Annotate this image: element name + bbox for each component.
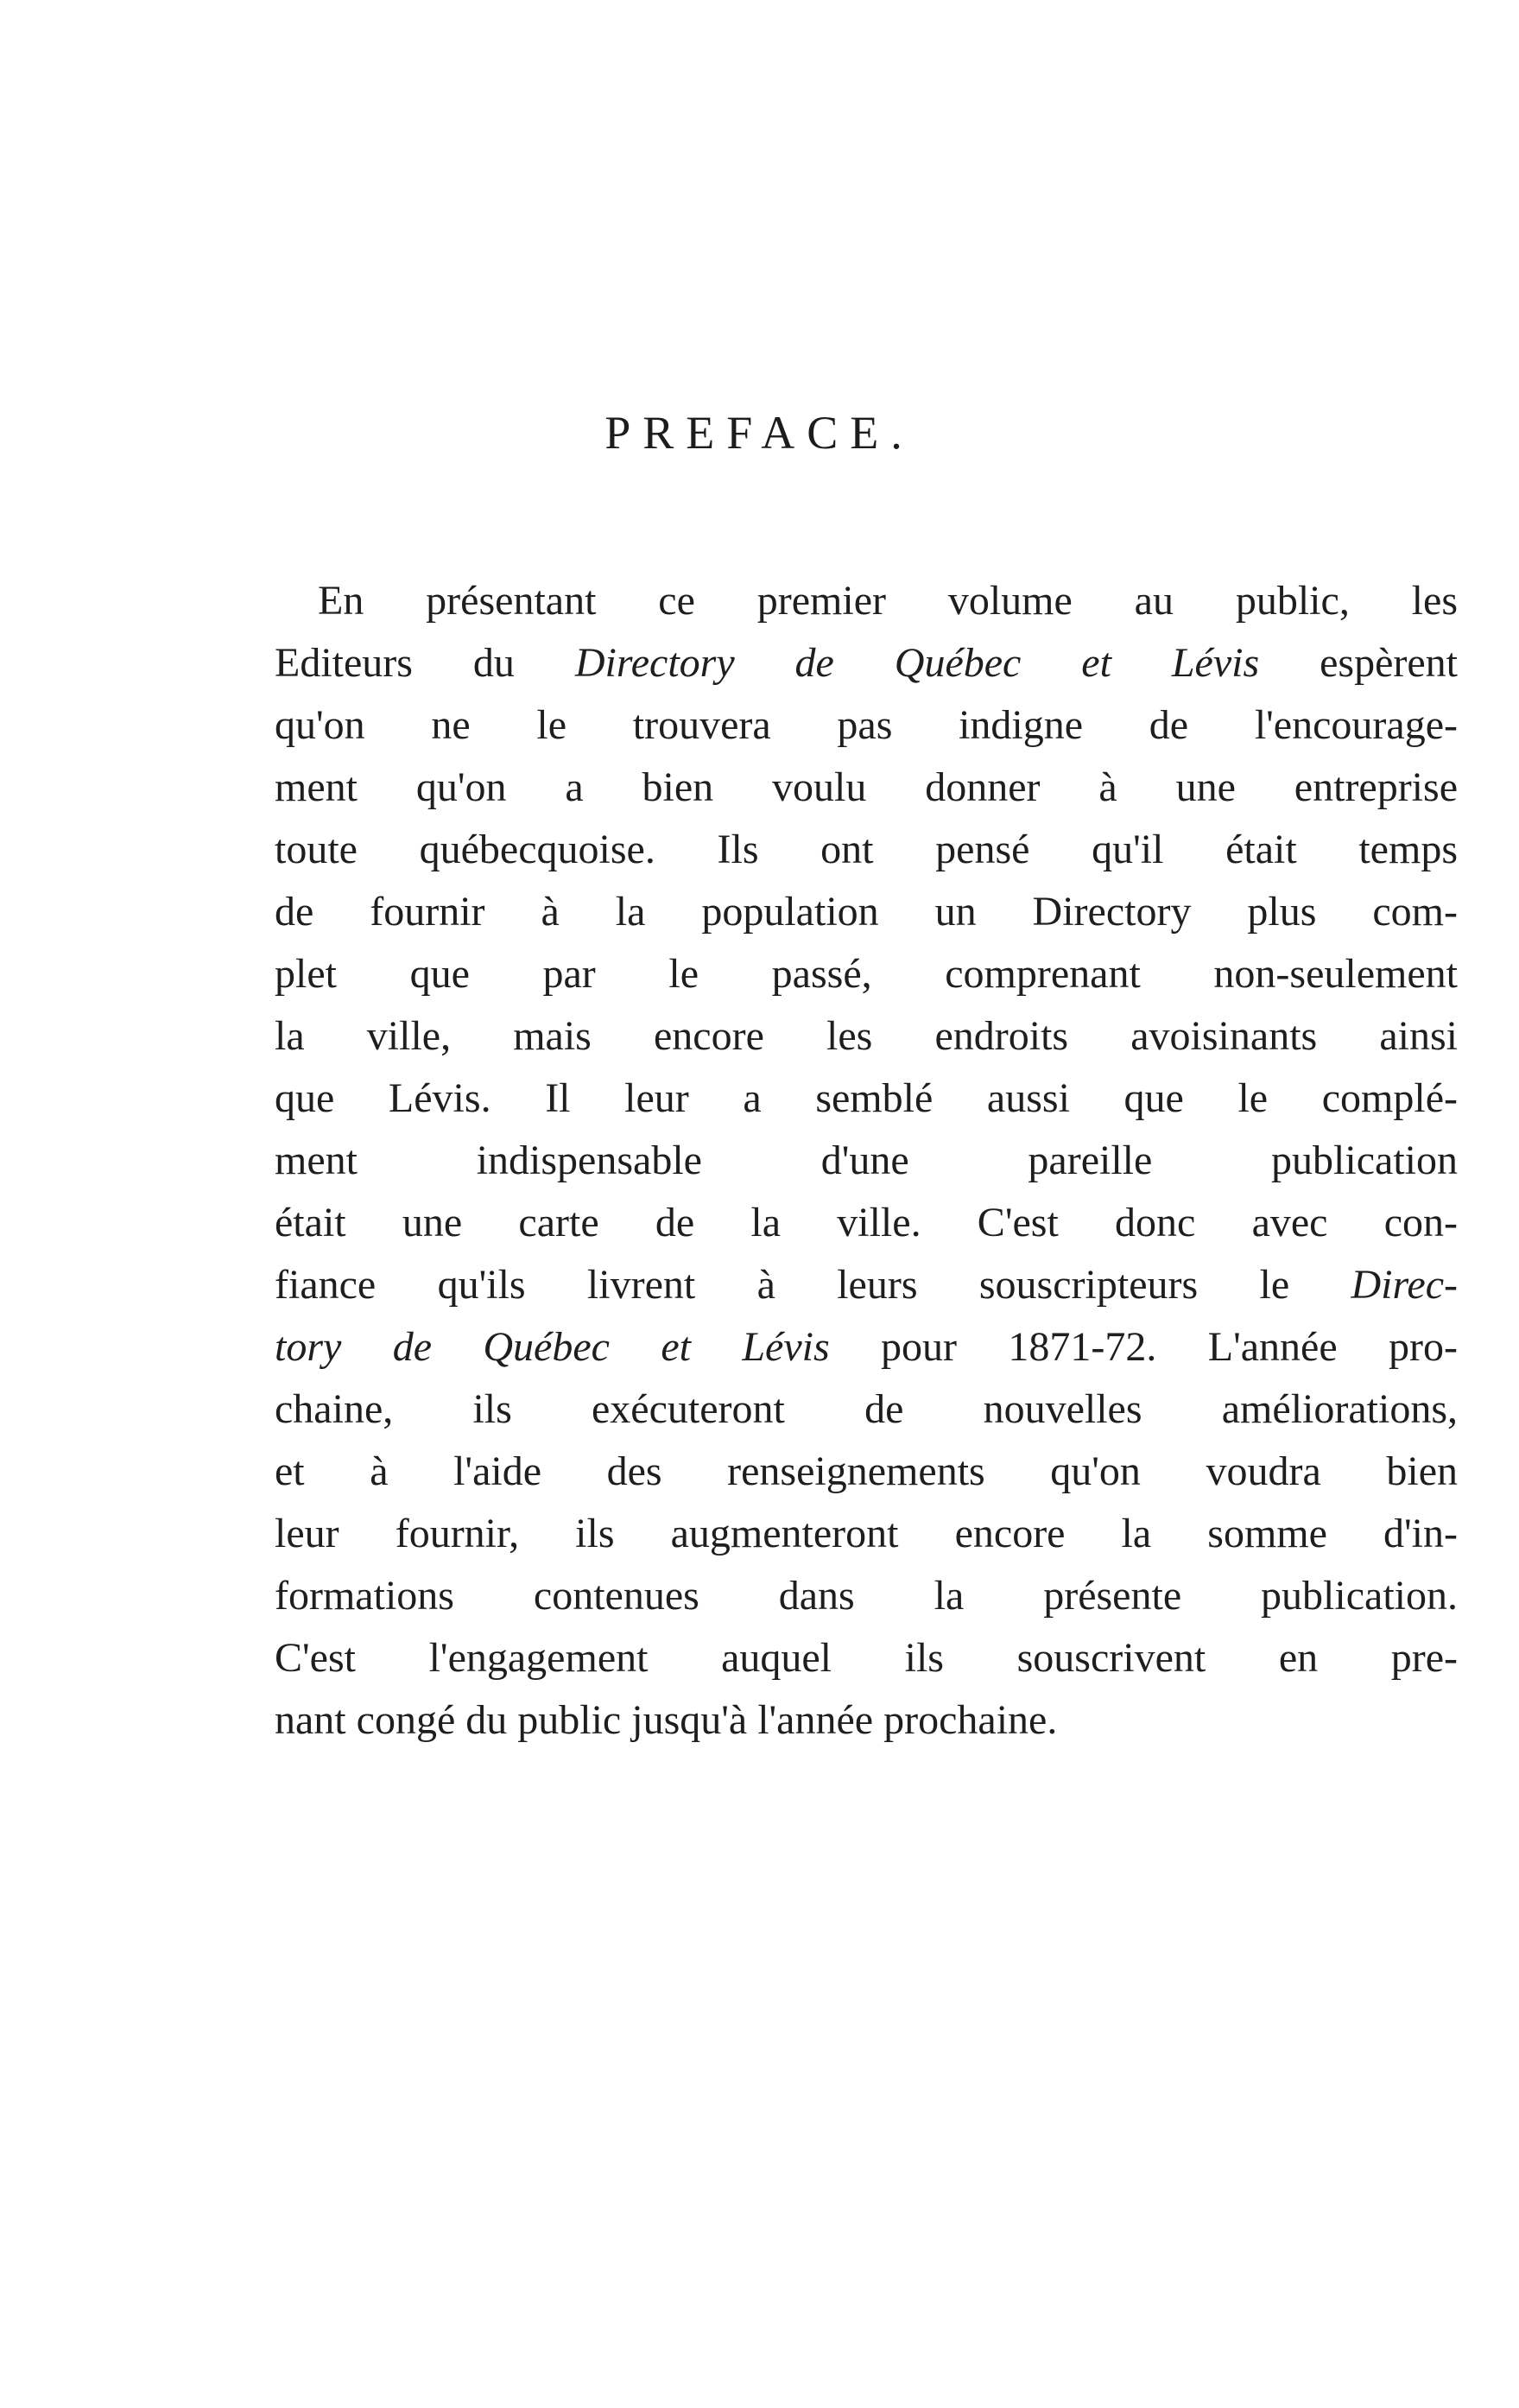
- text-line: [275, 694, 1458, 757]
- text-line: [275, 881, 1458, 943]
- text-line: [275, 943, 1458, 1005]
- text-segment: ment indispensable d'une pareille publication: [275, 1137, 1458, 1183]
- text-segment: C'est l'engagement auquel ils souscrivent en pre-: [275, 1635, 1458, 1681]
- text-segment: de fournir à la population un Directory plus com-: [275, 889, 1458, 935]
- text-segment: fiance qu'ils livrent à leurs souscripteurs le: [275, 1262, 1351, 1308]
- text-segment: Editeurs du: [275, 640, 575, 686]
- text-segment: et à l'aide des renseignements qu'on voudra bien: [275, 1448, 1458, 1494]
- text-line: [275, 1068, 1458, 1130]
- text-segment: ment qu'on a bien voulu donner à une entreprise: [275, 764, 1458, 810]
- text-segment: nant congé du public jusqu'à l'année prochaine.: [275, 1697, 1058, 1743]
- text-line: [275, 757, 1458, 819]
- text-segment: qu'on ne le trouvera pas indigne de l'encourage-: [275, 702, 1458, 748]
- italic-title-segment: tory de Québec et Lévis: [275, 1324, 830, 1370]
- text-line: [275, 1441, 1458, 1503]
- text-segment: la ville, mais encore les endroits avoisinants ainsi: [275, 1013, 1458, 1059]
- text-line: [275, 1316, 1458, 1378]
- page-title: PREFACE.: [604, 407, 915, 459]
- text-line: [275, 1254, 1458, 1316]
- text-line: [275, 1005, 1458, 1068]
- italic-title-segment: Directory de Québec et Lévis: [574, 640, 1260, 686]
- text-line: [275, 570, 1458, 632]
- text-segment: toute québecquoise. Ils ont pensé qu'il était temps: [275, 827, 1458, 872]
- text-segment: plet que par le passé, comprenant non-seulement: [275, 951, 1458, 997]
- text-segment: leur fournir, ils augmenteront encore la somme d'in-: [275, 1511, 1458, 1556]
- text-line: [275, 1378, 1458, 1441]
- text-segment: espèrent: [1259, 640, 1459, 686]
- text-line: [275, 1130, 1458, 1192]
- text-line: [275, 632, 1458, 694]
- text-line: [275, 1689, 1458, 1752]
- text-line: [275, 1565, 1458, 1627]
- text-segment: pour 1871-72. L'année pro-: [829, 1324, 1458, 1370]
- text-segment: En présentant ce premier volume au public, les: [318, 578, 1458, 624]
- italic-title-segment: Direc-: [1351, 1262, 1458, 1308]
- preface-text: [275, 570, 1458, 1752]
- text-segment: formations contenues dans la présente publication.: [275, 1573, 1458, 1619]
- text-line: [275, 819, 1458, 881]
- text-line: [275, 1627, 1458, 1689]
- text-line: [275, 1503, 1458, 1565]
- text-line: [275, 1192, 1458, 1254]
- text-segment: chaine, ils exécuteront de nouvelles améliorations,: [275, 1386, 1458, 1432]
- text-segment: que Lévis. Il leur a semblé aussi que le complé-: [275, 1075, 1458, 1121]
- text-segment: était une carte de la ville. C'est donc avec con-: [275, 1200, 1458, 1245]
